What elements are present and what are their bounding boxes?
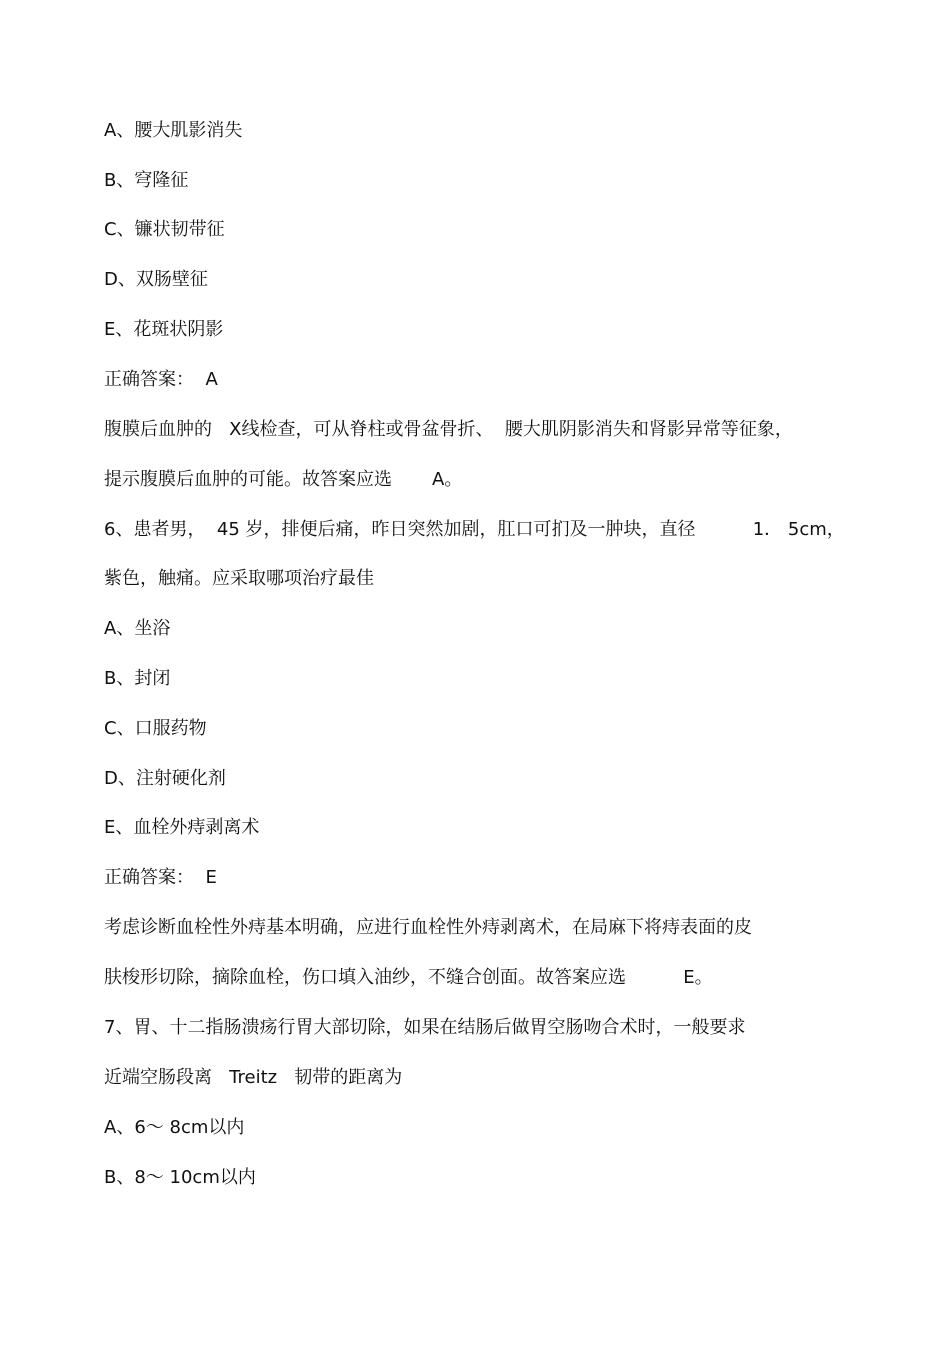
explanation-line: 肤梭形切除，摘除血栓，伤口填入油纱，不缝合创面。故答案应选 E。 (104, 967, 713, 988)
question-line: 近端空肠段离 Treitz 韧带的距离为 (104, 1067, 403, 1088)
option-a-line: A、6～ 8cm以内 (104, 1117, 245, 1138)
question-line: 6、患者男， 45 岁，排便后痛，昨日突然加剧，肛口可扪及一肿块，直径 1． 5cm， (104, 519, 845, 540)
option-a-line: A、坐浴 (104, 618, 171, 639)
option-e-line: E、血栓外痔剥离术 (104, 817, 260, 838)
option-c-line: C、镰状韧带征 (104, 219, 225, 240)
option-b-line: B、8～ 10cm以内 (104, 1167, 256, 1188)
option-e-line: E、花斑状阴影 (104, 319, 224, 340)
answer-line: 正确答案： E (104, 867, 217, 888)
option-b-line: B、封闭 (104, 668, 171, 689)
question-line: 7、胃、十二指肠溃疡行胃大部切除，如果在结肠后做胃空肠吻合术时，一般要求 (104, 1017, 746, 1038)
option-c-line: C、口服药物 (104, 718, 207, 739)
option-a-line: A、腰大肌影消失 (104, 120, 243, 141)
explanation-line: 腹膜后血肿的 X线检查，可从脊柱或骨盆骨折、 腰大肌阴影消失和肾影异常等征象， (104, 419, 793, 440)
explanation-line: 提示腹膜后血肿的可能。故答案应选 A。 (104, 469, 463, 490)
option-d-line: D、双肠壁征 (104, 269, 208, 290)
question-line: 紫色，触痛。应采取哪项治疗最佳 (104, 568, 374, 589)
explanation-line: 考虑诊断血栓性外痔基本明确，应进行血栓性外痔剥离术，在局麻下将痔表面的皮 (104, 917, 752, 938)
answer-line: 正确答案： A (104, 369, 218, 390)
option-b-line: B、穹隆征 (104, 170, 189, 191)
option-d-line: D、注射硬化剂 (104, 768, 226, 789)
